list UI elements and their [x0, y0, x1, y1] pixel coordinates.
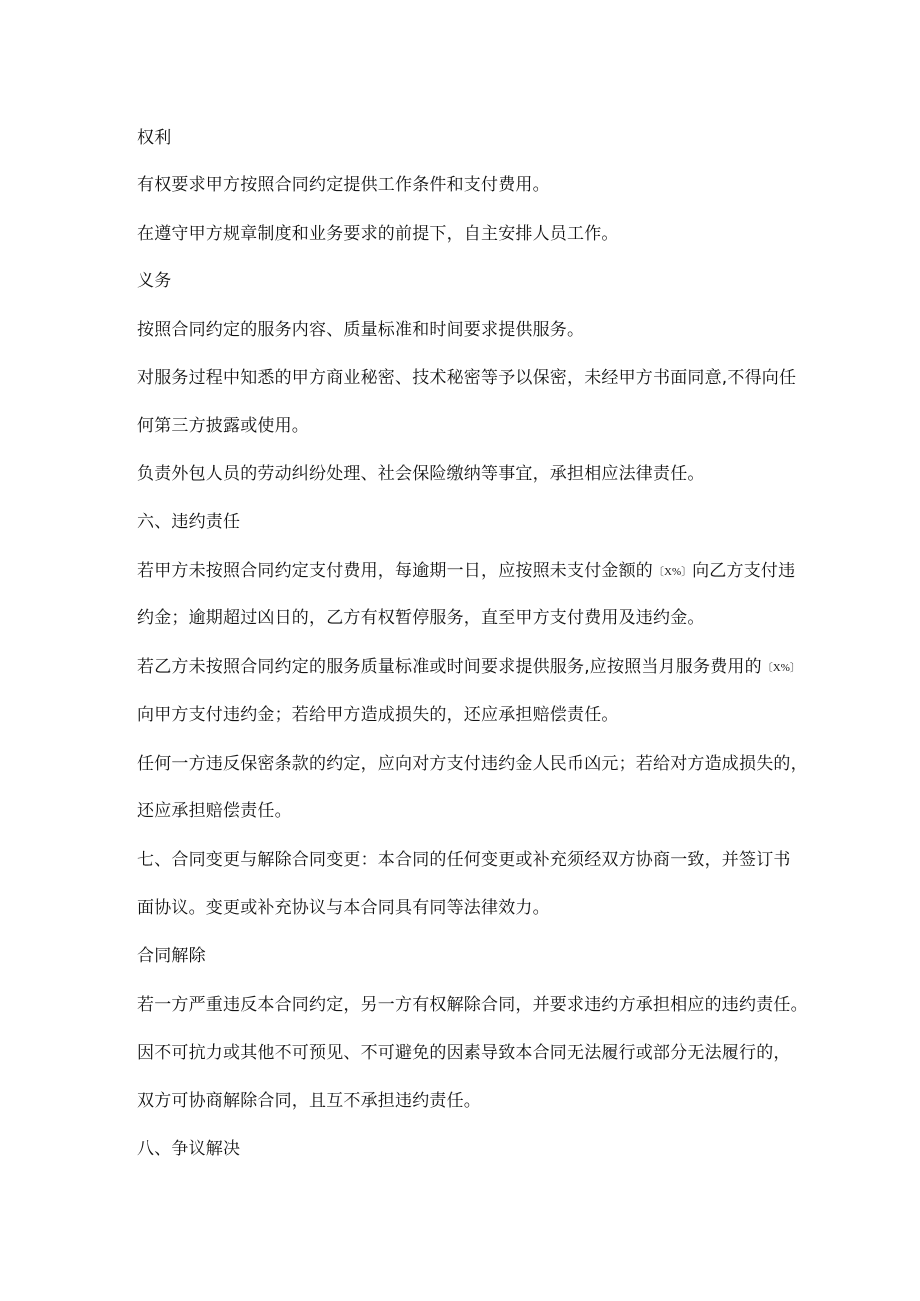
text-line: 约金；逾期超过凶日的，乙方有权暂停服务，直至甲方支付费用及违约金。: [137, 608, 705, 628]
section-heading-amendment: 七、合同变更与解除合同变更：本合同的任何变更或补充须经双方协商一致，并签订书: [137, 850, 791, 870]
section-heading-breach: 六、违约责任: [137, 512, 241, 532]
text-line: [137, 655, 801, 680]
text-line: 负责外包人员的劳动纠纷处理、社会保险缴纳等事宜，承担相应法律责任。: [137, 464, 705, 484]
text-line: 若一方严重违反本合同约定，另一方有权解除合同，并要求违约方承担相应的违约责任。: [137, 995, 808, 1015]
text-segment: 向乙方支付违: [692, 561, 796, 581]
text-line: 对服务过程中知悉的甲方商业秘密、技术秘密等予以保密，未经甲方书面同意,不得向任: [137, 368, 797, 388]
heading-rights: 权利: [137, 128, 172, 148]
text-segment: 若乙方未按照合同约定的服务质量标准或时间要求提供服务,应按照当月服务费用的: [137, 657, 762, 677]
text-line: 还应承担赔偿责任。: [137, 801, 292, 821]
text-line: 双方可协商解除合同，且互不承担违约责任。: [137, 1091, 481, 1111]
text-line: 按照合同约定的服务内容、质量标准和时间要求提供服务。: [137, 320, 585, 340]
heading-termination: 合同解除: [137, 946, 206, 966]
text-line: 有权要求甲方按照合同约定提供工作条件和支付费用。: [137, 175, 550, 195]
percentage-placeholder: 〔X%〕: [653, 566, 693, 578]
heading-obligations: 义务: [137, 271, 172, 291]
text-line: [137, 559, 795, 584]
text-line: 因不可抗力或其他不可预见、不可避免的因素导致本合同无法履行或部分无法履行的，: [137, 1043, 791, 1063]
text-line: 何第三方披露或使用。: [137, 416, 309, 436]
section-heading-dispute: 八、争议解决: [137, 1139, 241, 1159]
text-line: 在遵守甲方规章制度和业务要求的前提下，自主安排人员工作。: [137, 224, 619, 244]
percentage-placeholder: 〔X%〕: [761, 662, 801, 674]
text-line: 任何一方违反保密条款的约定，应向对方支付违约金人民币凶元；若给对方造成损失的，: [137, 754, 808, 774]
text-line: 向甲方支付违约金；若给甲方造成损失的，还应承担赔偿责任。: [137, 705, 619, 725]
text-segment: 若甲方未按照合同约定支付费用，每逾期一日，应按照未支付金额的: [137, 561, 653, 581]
text-line: 面协议。变更或补充协议与本合同具有同等法律效力。: [137, 898, 550, 918]
